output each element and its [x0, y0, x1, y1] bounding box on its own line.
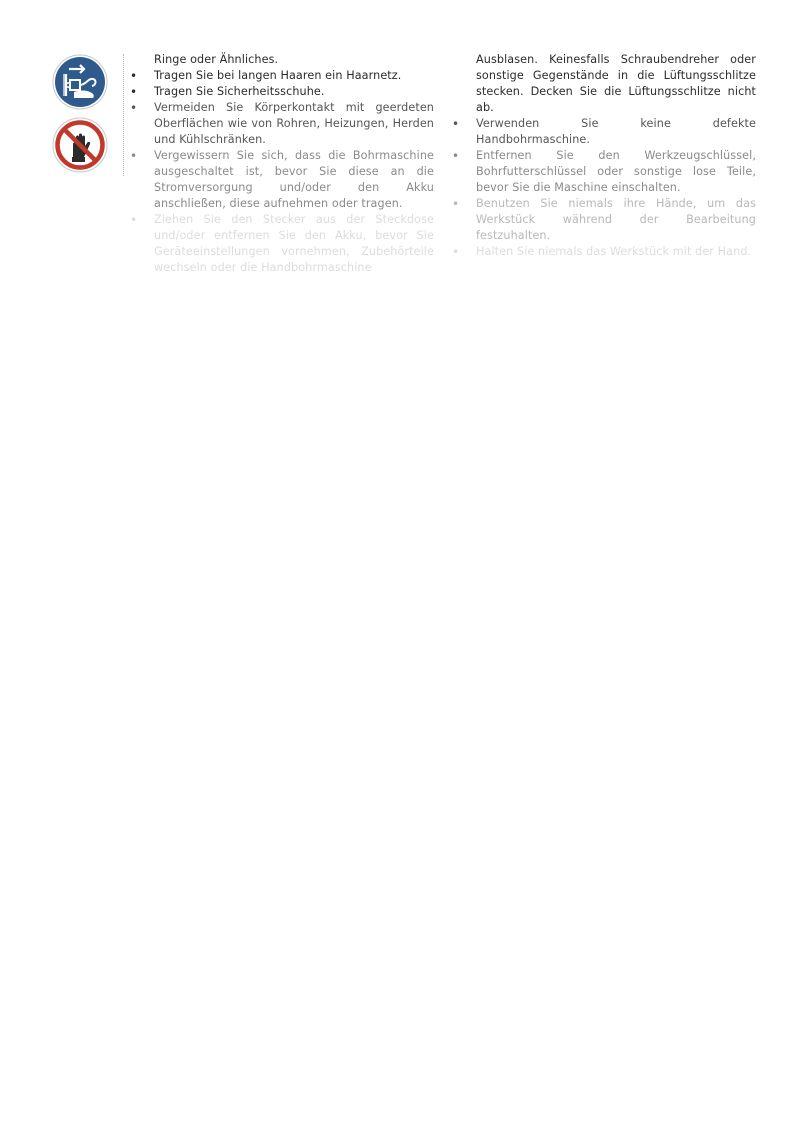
- list-item: • Vermeiden Sie Körperkontakt mit geerdeten Oberflächen wie von Rohren, Heizungen, Herden und Kühlschränken.: [154, 100, 434, 148]
- safety-icons: [52, 54, 110, 180]
- list-item: • Halten Sie niemals das Werkstück mit der Hand.: [476, 244, 756, 260]
- column-divider: [123, 54, 124, 176]
- left-safety-list: [154, 68, 434, 276]
- left-continuation-text: Ringe oder Ähnliches.: [154, 53, 279, 66]
- list-item: • Vergewissern Sie sich, dass die Bohrmaschine ausgeschaltet ist, bevor Sie diese an die Stromversorgung und/oder den Akku anschließen, diese aufnehmen oder tragen.: [154, 148, 434, 212]
- list-item: • Entfernen Sie den Werkzeugschlüssel, Bohrfutterschlüssel oder sonstige lose Teile, bevor Sie die Maschine einschalten.: [476, 148, 756, 196]
- left-column: [154, 52, 434, 276]
- right-safety-list: [476, 116, 756, 260]
- right-continuation-text: Ausblasen. Keinesfalls Schraubendreher oder sonstige Gegenstände in die Lüftungsschlitze stecken. Decken Sie die Lüftungsschlitze nicht ab.: [476, 53, 756, 114]
- list-item: • Ziehen Sie den Stecker aus der Steckdose und/oder entfernen Sie den Akku, bevor Sie Geräteeinstellungen vornehmen, Zubehörteile wechseln oder die Handbohrmaschine: [154, 212, 434, 276]
- right-column: [476, 52, 756, 260]
- list-item: • Tragen Sie bei langen Haaren ein Haarnetz.: [154, 68, 434, 84]
- no-gloves-icon: [52, 117, 108, 173]
- list-item: • Tragen Sie Sicherheitsschuhe.: [154, 84, 434, 100]
- unplug-before-maintenance-icon: [52, 54, 108, 110]
- list-item: • Benutzen Sie niemals ihre Hände, um das Werkstück während der Bearbeitung festzuhalten.: [476, 196, 756, 244]
- list-item: • Verwenden Sie keine defekte Handbohrmaschine.: [476, 116, 756, 148]
